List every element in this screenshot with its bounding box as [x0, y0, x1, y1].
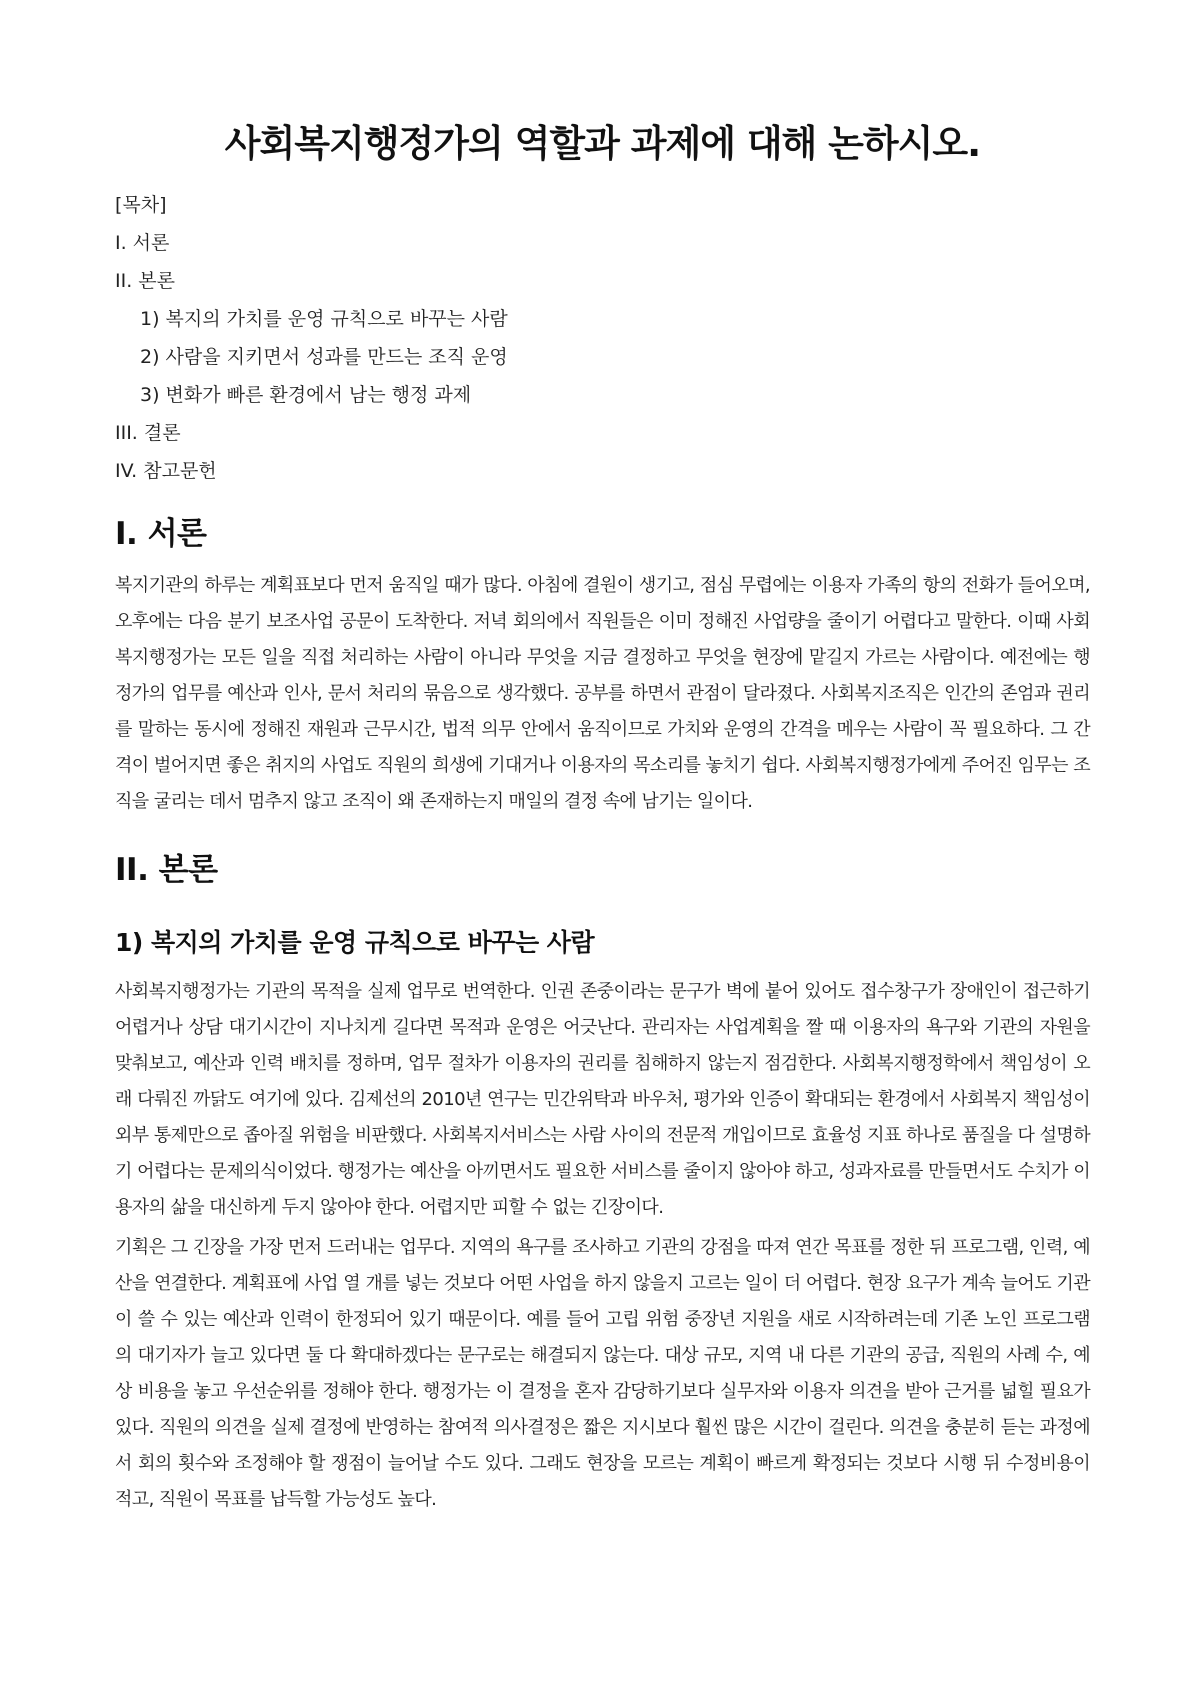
body-paragraph: 사회복지행정가는 기관의 목적을 실제 업무로 번역한다. 인권 존중이라는 문구가 벽에 붙어 있어도 접수창구가 장애인이 접근하기 어렵거나 상담 대기시간이 지나치게 길다면 목적과 운영은 어긋난다. 관리자는 사업계획을 짤 때 이용자의 욕구와 기관의 자원을 맞춰보고, 예산과 인력 배치를 정하며, 업무 절차가 이용자의 권리를 침해하지 않는지 점검한다. 사회복지행정학에서 책임성이 오래 다뤄진 까닭도 여기에 있다. 김제선의 2010년 연구는 민간위탁과 바우처, 평가와 인증이 확대되는 환경에서 사회복지 책임성이 외부 통제만으로 좁아질 위험을 비판했다. 사회복지서비스는 사람 사이의 전문적 개입이므로 효율성 지표 하나로 품질을 다 설명하기 어렵다는 문제의식이었다. 행정가는 예산을 아끼면서도 필요한 서비스를 줄이지 않아야 하고, 성과자료를 만들면서도 수치가 이용자의 삶을 대신하게 두지 않아야 한다. 어렵지만 피할 수 없는 긴장이다. [115, 981, 1090, 1218]
intro-paragraph: 복지기관의 하루는 계획표보다 먼저 움직일 때가 많다. 아침에 결원이 생기고, 점심 무렵에는 이용자 가족의 항의 전화가 들어오며, 오후에는 다음 분기 보조사업 공문이 도착한다. 저녁 회의에서 직원들은 이미 정해진 사업량을 줄이기 어렵다고 말한다. 이때 사회복지행정가는 모든 일을 직접 처리하는 사람이 아니라 무엇을 지금 결정하고 무엇을 현장에 맡길지 가르는 사람이다. 예전에는 행정가의 업무를 예산과 인사, 문서 처리의 묶음으로 생각했다. 공부를 하면서 관점이 달라졌다. 사회복지조직은 인간의 존엄과 권리를 말하는 동시에 정해진 재원과 근무시간, 법적 의무 안에서 움직이므로 가치와 운영의 간격을 메우는 사람이 꼭 필요하다. 그 간격이 벌어지면 좋은 취지의 사업도 직원의 희생에 기대거나 이용자의 목소리를 놓치기 쉽다. 사회복지행정가에게 주어진 임무는 조직을 굴리는 데서 멈추지 않고 조직이 왜 존재하는지 매일의 결정 속에 남기는 일이다. [115, 575, 1090, 812]
toc-item-body: II. 본론 [115, 270, 175, 292]
body-paragraph: 기획은 그 긴장을 가장 먼저 드러내는 업무다. 지역의 욕구를 조사하고 기관의 강점을 따져 연간 목표를 정한 뒤 프로그램, 인력, 예산을 연결한다. 계획표에 사업 열 개를 넣는 것보다 어떤 사업을 하지 않을지 고르는 일이 더 어렵다. 현장 요구가 계속 늘어도 기관이 쓸 수 있는 예산과 인력이 한정되어 있기 때문이다. 예를 들어 고립 위험 중장년 지원을 새로 시작하려는데 기존 노인 프로그램의 대기자가 늘고 있다면 둘 다 확대하겠다는 문구로는 해결되지 않는다. 대상 규모, 지역 내 다른 기관의 공급, 직원의 사례 수, 예상 비용을 놓고 우선순위를 정해야 한다. 행정가는 이 결정을 혼자 감당하기보다 실무자와 이용자 의견을 받아 근거를 넓힐 필요가 있다. 직원의 의견을 실제 결정에 반영하는 참여적 의사결정은 짧은 지시보다 훨씬 많은 시간이 걸린다. 의견을 충분히 듣는 과정에서 회의 횟수와 조정해야 할 쟁점이 늘어날 수도 있다. 그래도 현장을 모르는 계획이 빠르게 확정되는 것보다 시행 뒤 수정비용이 적고, 직원이 목표를 납득할 가능성도 높다. [115, 1237, 1090, 1510]
toc-item-intro: I. 서론 [115, 232, 170, 254]
subsection-heading-1: 1) 복지의 가치를 운영 규칙으로 바꾸는 사람 [115, 928, 595, 957]
toc-item-conclusion: III. 결론 [115, 422, 181, 444]
section-heading-intro: I. 서론 [115, 516, 207, 552]
toc-item-body-3: 3) 변화가 빠른 환경에서 남는 행정 과제 [140, 384, 472, 406]
toc-item-references: IV. 참고문헌 [115, 460, 217, 482]
toc-item-body-1: 1) 복지의 가치를 운영 규칙으로 바꾸는 사람 [140, 308, 508, 330]
document-title: 사회복지행정가의 역할과 과제에 대해 논하시오. [224, 122, 981, 165]
toc-heading: [목차] [115, 194, 167, 216]
section-heading-body: II. 본론 [115, 852, 218, 888]
document-page [115, 0, 1090, 1518]
toc-item-body-2: 2) 사람을 지키면서 성과를 만드는 조직 운영 [140, 346, 508, 368]
table-of-contents [115, 192, 1090, 484]
